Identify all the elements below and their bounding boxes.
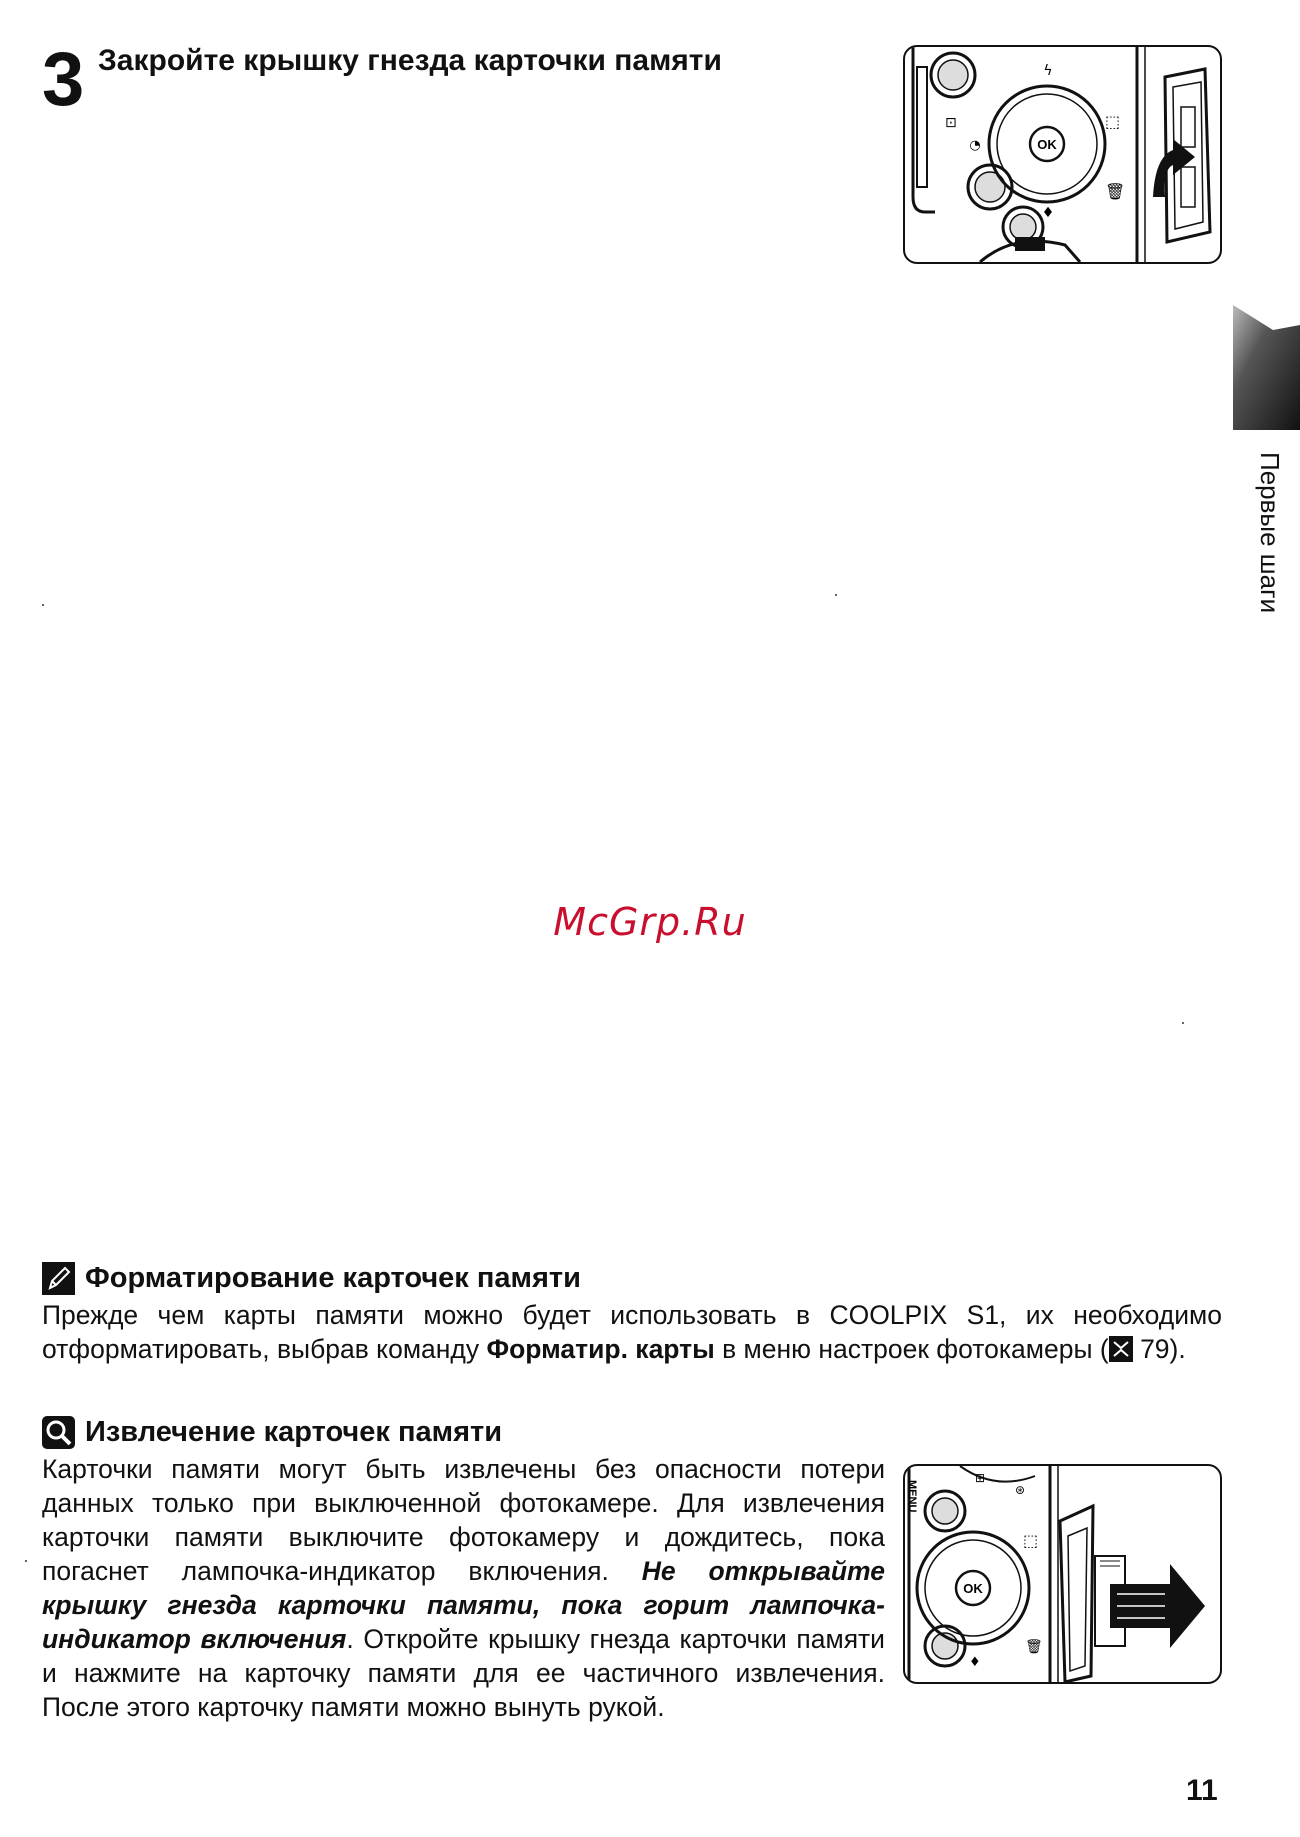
- svg-text:♦: ♦: [969, 1655, 981, 1670]
- magnifier-note-icon: [42, 1416, 75, 1449]
- scan-speck: [1182, 1022, 1184, 1024]
- illustration-close-cover: [903, 45, 1222, 264]
- svg-text:ϟ: ϟ: [1043, 63, 1053, 79]
- svg-text:OK: OK: [963, 1581, 983, 1596]
- scan-speck: [835, 594, 837, 596]
- watermark: McGrp.Ru: [553, 900, 747, 944]
- note-format-heading: Форматирование карточек памяти: [42, 1262, 581, 1295]
- chapter-tab: [1233, 295, 1300, 430]
- svg-text:♦: ♦: [1041, 205, 1055, 221]
- svg-text:🗑: 🗑: [1105, 182, 1126, 201]
- scan-speck: [25, 1560, 27, 1562]
- svg-text:⬚: ⬚: [1105, 112, 1121, 131]
- step-number: 3: [42, 37, 85, 122]
- note-remove-text: Карточки памяти могут быть извлечены без опасности потери данных только при выключенной фотокамере. Для извлечения карточки памяти выключите фотокамеру и дождитесь, пока погаснет лампочка-индикатор включения. Не открывайте крышку гнезда карточки памяти, пока горит лампочка-индикатор включения. Откройте крышку гнезда карточки памяти и нажмите на карточку памяти для ее частичного извлечения. После этого карточку памяти можно вынуть рукой.: [42, 1454, 885, 1722]
- note-remove-heading: Извлечение карточек памяти: [42, 1416, 502, 1449]
- svg-text:🗑: 🗑: [1025, 1639, 1043, 1655]
- step-title: Закройте крышку гнезда карточки памяти: [98, 44, 722, 77]
- illustration-remove-card: [903, 1464, 1222, 1684]
- svg-text:⊛: ⊛: [1015, 1483, 1026, 1497]
- svg-text:OK: OK: [1037, 137, 1057, 152]
- chapter-label: Первые шаги: [1255, 452, 1285, 614]
- svg-text:◔: ◔: [969, 138, 981, 153]
- page-number: 11: [1186, 1774, 1218, 1807]
- svg-text:⊞: ⊞: [975, 1471, 986, 1485]
- scan-speck: [42, 604, 44, 606]
- svg-text:MENU: MENU: [906, 1480, 918, 1513]
- note-format-text: Прежде чем карты памяти можно будет использовать в COOLPIX S1, их необходимо отформатировать, выбрав команду Форматир. карты в меню настроек фотокамеры ( 79).: [42, 1300, 1222, 1364]
- page-reference-icon: [1109, 1336, 1133, 1362]
- svg-text:⬚: ⬚: [1023, 1531, 1039, 1550]
- svg-text:⊡: ⊡: [945, 115, 957, 131]
- pencil-note-icon: [42, 1262, 75, 1295]
